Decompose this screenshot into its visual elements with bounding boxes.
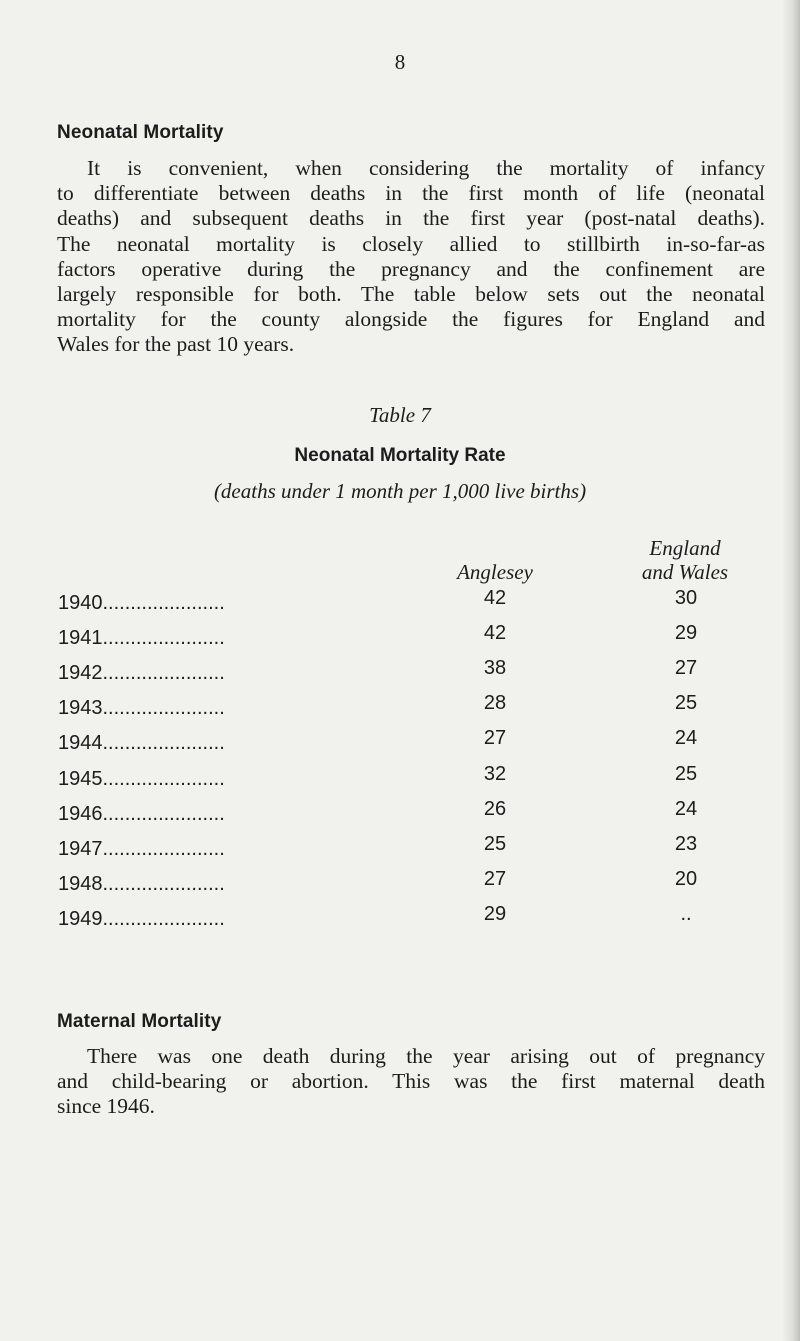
row-year: 1945...................... (58, 768, 225, 790)
england-value: 25 (674, 692, 698, 714)
anglesey-value: 38 (483, 657, 507, 679)
england-value: 29 (674, 622, 698, 644)
anglesey-value: 42 (483, 587, 507, 609)
paragraph-line: to differentiate between deaths in the first month of life (neonatal (57, 181, 765, 206)
paragraph-line: mortality for the county alongside the figures for England and (57, 307, 765, 332)
column-header-line: and Wales (641, 560, 729, 584)
table-row (0, 692, 800, 727)
paragraph-line: largely responsible for both. The table below sets out the neonatal (57, 282, 765, 307)
anglesey-value: 27 (483, 868, 507, 890)
table-row (0, 763, 800, 798)
maternal-paragraph (57, 1044, 765, 1120)
table-row (0, 622, 800, 657)
table-label: Table 7 (369, 403, 431, 427)
table-row (0, 833, 800, 868)
england-value: .. (680, 903, 692, 925)
paragraph-line: Wales for the past 10 years. (57, 332, 295, 357)
row-year: 1941...................... (58, 627, 225, 649)
england-value: 23 (674, 833, 698, 855)
table-row (0, 798, 800, 833)
paragraph-line: The neonatal mortality is closely allied to stillbirth in-so-far-as (57, 231, 765, 256)
table-row (0, 657, 800, 692)
table-title: Neonatal Mortality Rate (294, 445, 506, 466)
row-year: 1949...................... (58, 908, 225, 930)
anglesey-value: 25 (483, 833, 507, 855)
row-year: 1946...................... (58, 803, 225, 825)
england-value: 25 (674, 763, 698, 785)
england-value: 24 (674, 798, 698, 820)
neonatal-paragraph (57, 156, 765, 358)
england-value: 24 (674, 727, 698, 749)
table-subtitle: (deaths under 1 month per 1,000 live births) (213, 479, 587, 503)
anglesey-value: 29 (483, 903, 507, 925)
table-row (0, 903, 800, 938)
row-year: 1943...................... (58, 697, 225, 719)
column-header-line: England (649, 536, 721, 560)
paragraph-line: There was one death during the year arising out of pregnancy (87, 1044, 765, 1068)
paragraph-line: and child-bearing or abortion. This was the first maternal death (57, 1069, 765, 1094)
paragraph-line: factors operative during the pregnancy and the confinement are (57, 256, 765, 281)
row-year: 1940...................... (58, 592, 225, 614)
anglesey-value: 28 (483, 692, 507, 714)
anglesey-value: 32 (483, 763, 507, 785)
anglesey-value: 42 (483, 622, 507, 644)
table-row (0, 587, 800, 622)
column-header-anglesey: Anglesey (457, 560, 533, 584)
row-year: 1947...................... (58, 838, 225, 860)
anglesey-value: 27 (483, 727, 507, 749)
table-row (0, 868, 800, 903)
section-heading-maternal: Maternal Mortality (57, 1011, 222, 1032)
england-value: 30 (674, 587, 698, 609)
paragraph-line: It is convenient, when considering the mortality of infancy (87, 156, 765, 180)
paragraph-line: deaths) and subsequent deaths in the first year (post-natal deaths). (57, 206, 765, 231)
row-year: 1942...................... (58, 662, 225, 684)
paragraph-line: since 1946. (57, 1094, 155, 1119)
anglesey-value: 26 (483, 798, 507, 820)
section-heading-neonatal: Neonatal Mortality (57, 122, 224, 143)
column-header-england-wales (615, 536, 755, 584)
row-year: 1948...................... (58, 873, 225, 895)
row-year: 1944...................... (58, 732, 225, 754)
england-value: 20 (674, 868, 698, 890)
page-number: 8 (394, 50, 406, 74)
table-row (0, 727, 800, 762)
england-value: 27 (674, 657, 698, 679)
